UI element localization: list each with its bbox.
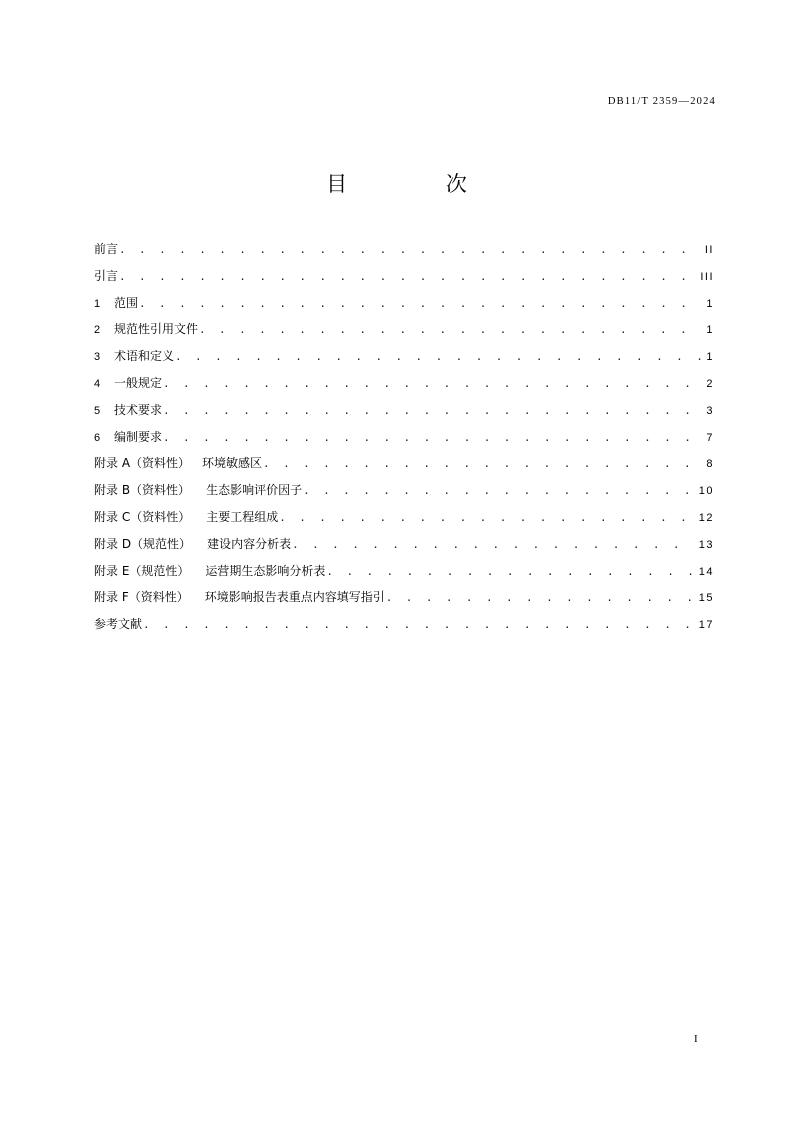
toc-entry-text: 前言 bbox=[94, 242, 119, 256]
toc-entry-number: 1 bbox=[94, 297, 101, 310]
toc-leader-dots bbox=[292, 535, 695, 555]
toc-appendix-label: 附录 A（资料性） bbox=[94, 456, 191, 471]
toc-entry-text: 术语和定义 bbox=[114, 349, 175, 364]
toc-entry-technical-requirements[interactable] bbox=[94, 400, 714, 427]
document-code: DB11/T 2359—2024 bbox=[607, 96, 716, 107]
toc-entry-page: 1 bbox=[706, 297, 714, 310]
toc-appendix-label: 附录 F（资料性） bbox=[94, 590, 189, 605]
toc-leader-dots bbox=[119, 267, 696, 287]
toc-leader-dots bbox=[279, 508, 695, 528]
toc-entry-text: 环境敏感区 bbox=[202, 456, 263, 471]
toc-leader-dots bbox=[143, 615, 695, 635]
toc-leader-dots bbox=[199, 320, 702, 340]
toc-entry-text: 编制要求 bbox=[114, 429, 163, 444]
toc-entry-number: 4 bbox=[94, 377, 101, 390]
toc-entry-page: 2 bbox=[706, 377, 714, 390]
toc-entry-number: 3 bbox=[94, 351, 101, 364]
toc-entry-page: 13 bbox=[698, 538, 714, 551]
toc-entry-text: 生态影响评价因子 bbox=[206, 483, 303, 498]
toc-leader-dots bbox=[119, 240, 701, 260]
toc-entry-normative-references[interactable] bbox=[94, 319, 714, 346]
toc-entry-appendix-b[interactable] bbox=[94, 480, 714, 507]
toc-entry-page: III bbox=[700, 270, 714, 283]
toc-entry-compilation-requirements[interactable] bbox=[94, 427, 714, 454]
toc-entry-scope[interactable] bbox=[94, 293, 714, 320]
toc-entry-number: 5 bbox=[94, 404, 101, 417]
toc-appendix-label: 附录 C（资料性） bbox=[94, 509, 191, 524]
toc-leader-dots bbox=[175, 347, 702, 367]
toc-entry-page: 10 bbox=[698, 485, 714, 498]
toc-entry-page: 7 bbox=[706, 431, 714, 444]
toc-appendix-label: 附录 B（资料性） bbox=[94, 483, 191, 498]
toc-entry-page: 12 bbox=[698, 511, 714, 524]
toc-leader-dots bbox=[163, 428, 702, 448]
toc-entry-page: 15 bbox=[698, 592, 714, 605]
toc-leader-dots bbox=[163, 374, 702, 394]
toc-leader-dots bbox=[263, 454, 702, 474]
table-of-contents bbox=[94, 239, 714, 641]
toc-entry-terms-definitions[interactable] bbox=[94, 346, 714, 373]
toc-leader-dots bbox=[303, 481, 695, 501]
toc-entry-page: 14 bbox=[698, 565, 714, 578]
toc-entry-text: 参考文献 bbox=[94, 617, 143, 632]
toc-entry-appendix-d[interactable] bbox=[94, 534, 714, 561]
toc-entry-number: 6 bbox=[94, 431, 101, 444]
toc-entry-text: 运营期生态影响分析表 bbox=[205, 563, 326, 578]
toc-entry-text: 技术要求 bbox=[114, 402, 163, 417]
toc-leader-dots bbox=[386, 588, 695, 608]
footer-page-number: I bbox=[694, 1033, 698, 1045]
toc-entry-appendix-f[interactable] bbox=[94, 587, 714, 614]
toc-entry-page: 8 bbox=[706, 458, 714, 471]
toc-entry-text: 一般规定 bbox=[114, 375, 163, 390]
toc-entry-text: 建设内容分析表 bbox=[207, 536, 292, 551]
toc-entry-page: 1 bbox=[706, 351, 714, 364]
toc-entry-page: 3 bbox=[706, 404, 714, 417]
toc-entry-text: 范围 bbox=[114, 295, 139, 310]
page-title: 目 次 bbox=[326, 172, 513, 196]
toc-leader-dots bbox=[326, 562, 694, 582]
toc-entry-appendix-e[interactable] bbox=[94, 561, 714, 588]
toc-appendix-label: 附录 E（规范性） bbox=[94, 563, 190, 578]
toc-appendix-label: 附录 D（规范性） bbox=[94, 536, 192, 551]
toc-entry-page: II bbox=[704, 244, 714, 256]
toc-entry-text: 规范性引用文件 bbox=[114, 322, 199, 337]
toc-entry-page: 17 bbox=[698, 619, 714, 632]
toc-entry-text: 环境影响报告表重点内容填写指引 bbox=[204, 590, 385, 605]
toc-leader-dots bbox=[163, 401, 702, 421]
toc-entry-introduction[interactable] bbox=[94, 266, 714, 293]
toc-entry-appendix-c[interactable] bbox=[94, 507, 714, 534]
toc-entry-text: 引言 bbox=[94, 268, 119, 283]
toc-entry-bibliography[interactable] bbox=[94, 614, 714, 641]
toc-leader-dots bbox=[139, 294, 702, 314]
toc-entry-appendix-a[interactable] bbox=[94, 453, 714, 480]
toc-entry-general-provisions[interactable] bbox=[94, 373, 714, 400]
toc-entry-number: 2 bbox=[94, 324, 101, 337]
toc-entry-text: 主要工程组成 bbox=[206, 509, 279, 524]
toc-entry-foreword[interactable] bbox=[94, 239, 714, 266]
toc-entry-page: 1 bbox=[706, 324, 714, 337]
